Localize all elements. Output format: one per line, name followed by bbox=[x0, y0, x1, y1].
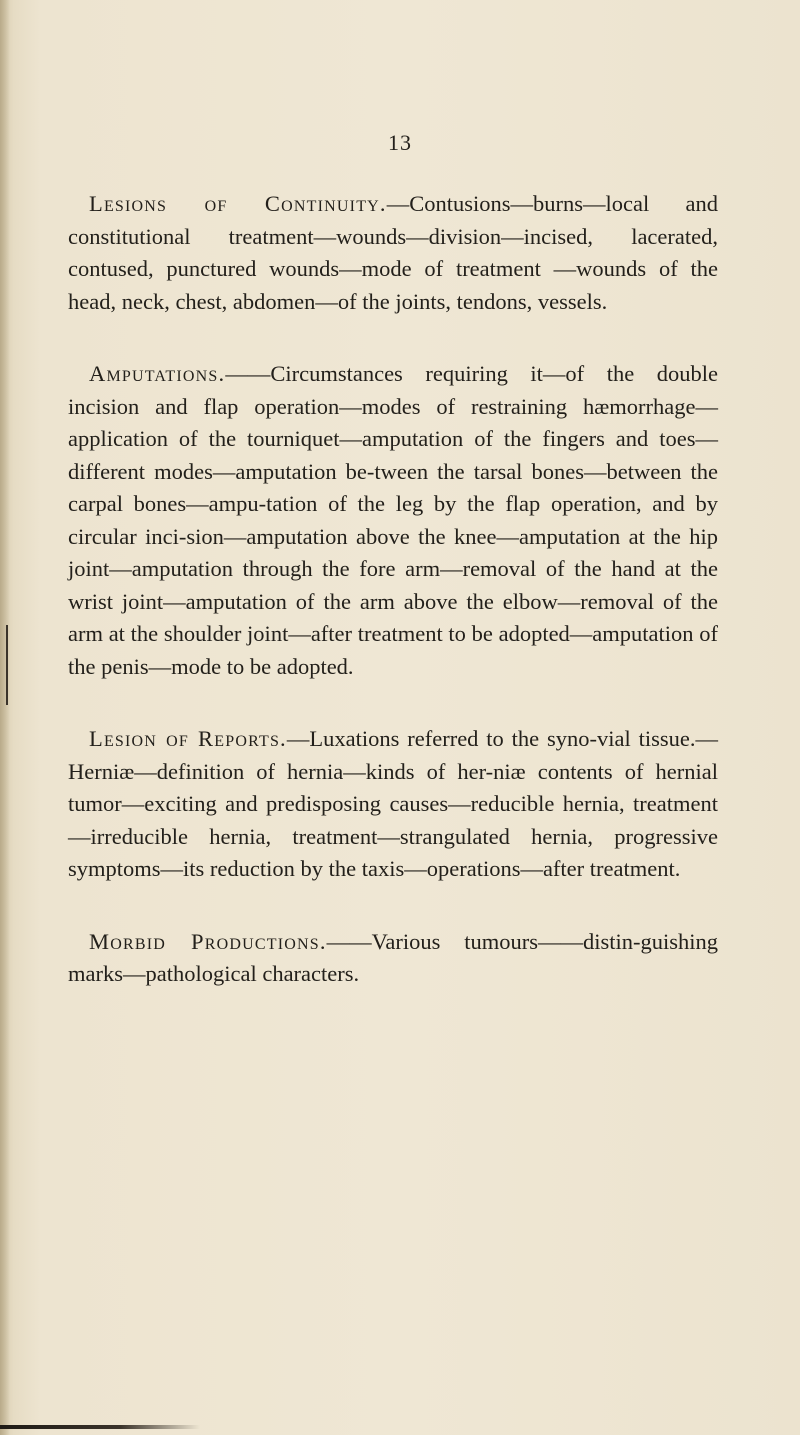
page-number: 13 bbox=[388, 130, 412, 155]
bottom-edge-mark bbox=[0, 1425, 200, 1429]
section-heading: Morbid Productions. bbox=[89, 928, 327, 954]
section-text: —Luxations referred to the syno-vial tissue.—Herniæ—definition of hernia—kinds of her-niæ contents of hernial tumor—exciting and predisposing causes—reducible hernia, treatment—irreducible hernia, treatment—strangulated hernia, progressive symptoms—its reduction by the taxis—operations—after treatment. bbox=[68, 726, 718, 881]
paragraph-lesion-of-reports bbox=[68, 723, 718, 886]
paragraph-amputations bbox=[68, 358, 718, 683]
section-text: ——Circumstances requiring it—of the double incision and flap operation—modes of restraining hæmorrhage—application of the tourniquet—amputation of the fingers and toes—different modes—amputation be-tween the tarsal bones—between the carpal bones—ampu-tation of the leg by the flap operation, and by circular inci-sion—amputation above the knee—amputation at the hip joint—amputation through the fore arm—removal of the hand at the wrist joint—amputation of the arm above the elbow—removal of the arm at the shoulder joint—after treatment to be adopted—amputation of the penis—mode to be adopted. bbox=[68, 361, 718, 679]
page-body bbox=[68, 188, 718, 1031]
paragraph-morbid-productions bbox=[68, 926, 718, 991]
section-text: ——Various tumours——distin-guishing marks—pathological characters. bbox=[68, 928, 718, 986]
section-text: —Contusions—burns—local and constitutional treatment—wounds—division—incised, lacerated, contused, punctured wounds—mode of treatment —wounds of the head, neck, chest, abdomen—of the joints, tendons, vessels. bbox=[68, 191, 718, 314]
section-heading: Lesions of Continuity. bbox=[89, 191, 387, 216]
paragraph-lesions-of-continuity bbox=[68, 188, 718, 318]
section-heading: Lesion of Reports. bbox=[89, 726, 287, 751]
section-heading: Amputations. bbox=[89, 361, 226, 386]
margin-mark bbox=[6, 625, 8, 705]
binding-shadow bbox=[0, 0, 10, 1435]
